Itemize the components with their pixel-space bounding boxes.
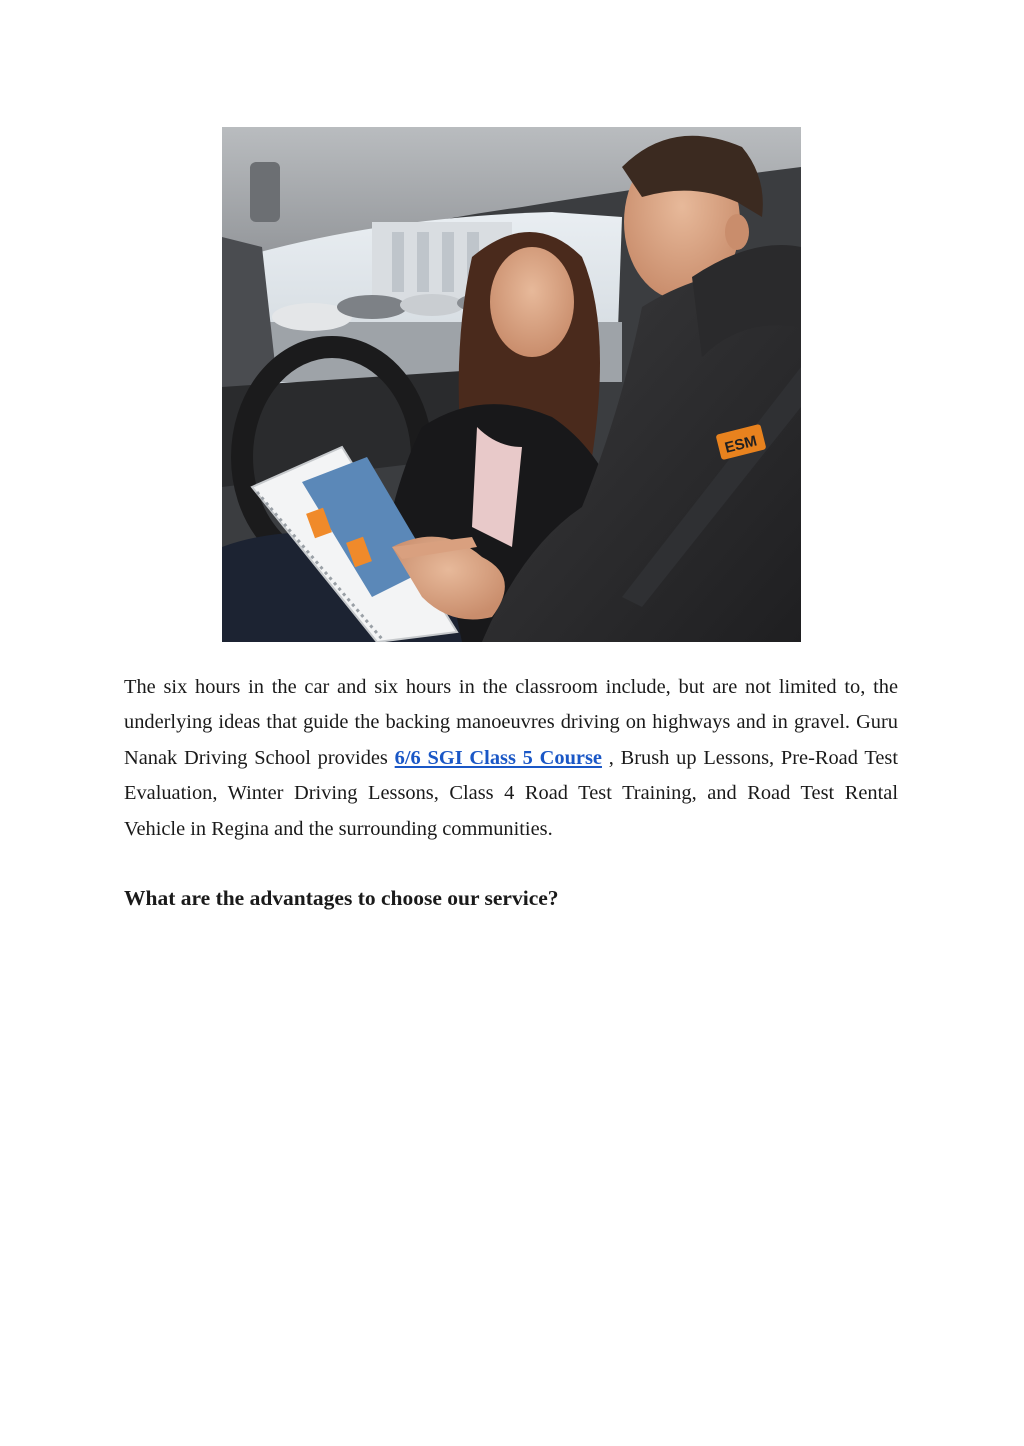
sgi-class-5-course-link[interactable]: 6/6 SGI Class 5 Course [394, 746, 602, 769]
section-heading: What are the advantages to choose our service? [124, 886, 559, 910]
jacket-logo-text: ESM [723, 432, 759, 457]
driving-lesson-photo [222, 127, 801, 642]
body-paragraph [124, 670, 898, 847]
paragraph-text-before-link: The six hours in the car and six hours in the classroom include, but are not limited to, the underlying ideas that guide the backing manoeuvres driving on highways and in gravel. Guru Nanak Driving School provides [124, 676, 898, 769]
paragraph-text-after-link: , Brush up Lessons, Pre-Road Test Evaluation, Winter Driving Lessons, Class 4 Road Test Training, and Road Test Rental Vehicle in Regina and the surrounding communities. [124, 746, 899, 840]
